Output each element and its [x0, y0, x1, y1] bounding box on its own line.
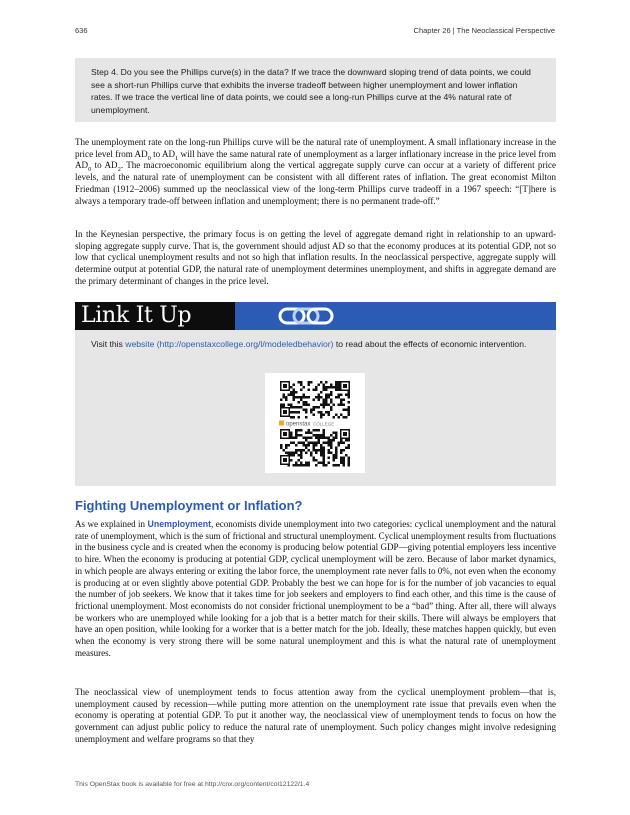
qr-brand: openstax: [286, 421, 311, 428]
page-number: 636: [75, 26, 88, 35]
paragraph-phillips-curve: [75, 137, 556, 207]
link-description: Visit this website (http://openstaxcollege.org/l/modeledbehavior) to read about the effects of economic intervention.: [91, 339, 527, 349]
link-it-up-body: [75, 330, 556, 486]
paragraph-neoclassical-view: The neoclassical view of unemployment tends to focus attention away from the cyclical unemployment problem—that is, unemployment caused by recession—while putting more attention on the unemployment rate issue that prevails even when the economy is operating at potential GDP. To put it another way, the neoclassical view of unemployment tends to focus on how the government can adjust public policy to reduce the natural rate of unemployment. Such policy changes might involve redesigning unemployment and welfare programs so that they: [75, 687, 556, 744]
step-text: Step 4. Do you see the Phillips curve(s) in the data? If we trace the downward sloping trend of data points, we could see a short-run Phillips curve that exhibits the inverse tradeoff between higher unemployment and lower inflation rates. If we trace the vertical line of data points, we could see a long-run Phillips curve at the 4% natural rate of unemployment.: [91, 67, 531, 115]
page-header: [75, 26, 555, 38]
qr-code-top: [280, 381, 350, 419]
para1-text: will have the same natural rate of unemployment as a larger inflationary increase in the price level from AD: [75, 148, 556, 171]
website-url[interactable]: (http://openstaxcollege.org/l/modeledbehavior): [154, 339, 334, 349]
subscript: 0: [147, 154, 151, 162]
subscript: 0: [88, 166, 92, 174]
link-it-up-banner: [75, 302, 556, 330]
paragraph-unemployment-types: As we explained in Unemployment, economists divide unemployment into two categories: cyclical unemployment and the natural rate of unemployment, which is the sum of frictional and structural unemployment. Cyclical unemployment results from fluctuations in the business cycle and is created when the economy is producing below potential GDP—giving potential employers less incentive to hire. When the economy is producing at potential GDP, cyclical unemployment will be zero. Because of labor market dynamics, in which people are always entering or exiting the labor force, the unemployment rate never falls to 0%, not even when the economy is producing at or even slightly above potential GDP. Probably the best we can hope for is for the number of job vacancies to equal the number of job seekers. We know that it takes time for job seekers and employers to find each other, and this time is the cause of frictional unemployment. Most economists do not consider frictional unemployment to be a “bad” thing. After all, there will always be workers who are unemployed while looking for a job that is a better match for their skills. There will always be employers that have an open position, while looking for a worker that is a better match for the job. Ideally, these matches happen quickly, but even when the economy is very strong there will be some natural unemployment and this is what the natural rate of unemployment measures.: [75, 519, 556, 658]
para1-text: to AD: [91, 160, 118, 171]
para1-text: . The macroeconomic equilibrium along the vertical aggregate supply curve can occur at a variety of different price levels, and the natural rate of unemployment can be consistent with all different rates of inflation. The great economist Milton Friedman (1912–2006) summed up the neoclassical view of the long-term Phillips curve tradeoff in a 1967 speech: “[T]here is always a temporary trade-off between inflation and unemployment; there is no permanent trade-off.”: [75, 160, 556, 206]
website-link[interactable]: website: [125, 339, 155, 349]
subscript: 1: [175, 154, 179, 162]
qr-brand-suffix: COLLEGE: [313, 421, 335, 427]
subscript: 2: [117, 166, 121, 174]
chapter-title: Chapter 26 | The Neoclassical Perspective: [413, 26, 555, 35]
qr-code-card[interactable]: [265, 373, 365, 473]
step-box: [75, 58, 556, 122]
qr-code-image: [265, 373, 365, 473]
section-heading: Fighting Unemployment or Inflation?: [75, 498, 303, 513]
para1-text: The unemployment rate on the long-run Phillips curve will be the natural rate of unemployment. A small inflationary increase in the price level from AD: [75, 137, 556, 159]
chain-link-icon: [278, 306, 334, 326]
openstax-logo-icon: [279, 421, 284, 426]
qr-code-bottom: [280, 429, 350, 467]
footer-text: This OpenStax book is available for free at http://cnx.org/content/col12122/1.4: [75, 781, 310, 788]
unemployment-link[interactable]: Unemployment: [147, 519, 212, 529]
paragraph-keynesian: In the Keynesian perspective, the primary focus is on getting the level of aggregate demand right in relationship to an upward-sloping aggregate supply curve. That is, the government should adjust AD so that the economy produces at its potential GDP, not so low that cyclical unemployment results and not so high that inflation results. In the neoclassical perspective, aggregate supply will determine output at potential GDP, the natural rate of unemployment determines unemployment, and shifts in aggregate demand are the primary determinant of changes in the price level.: [75, 229, 556, 286]
para1-text: to AD: [150, 148, 176, 159]
link-it-up-title: Link It Up: [81, 303, 192, 328]
